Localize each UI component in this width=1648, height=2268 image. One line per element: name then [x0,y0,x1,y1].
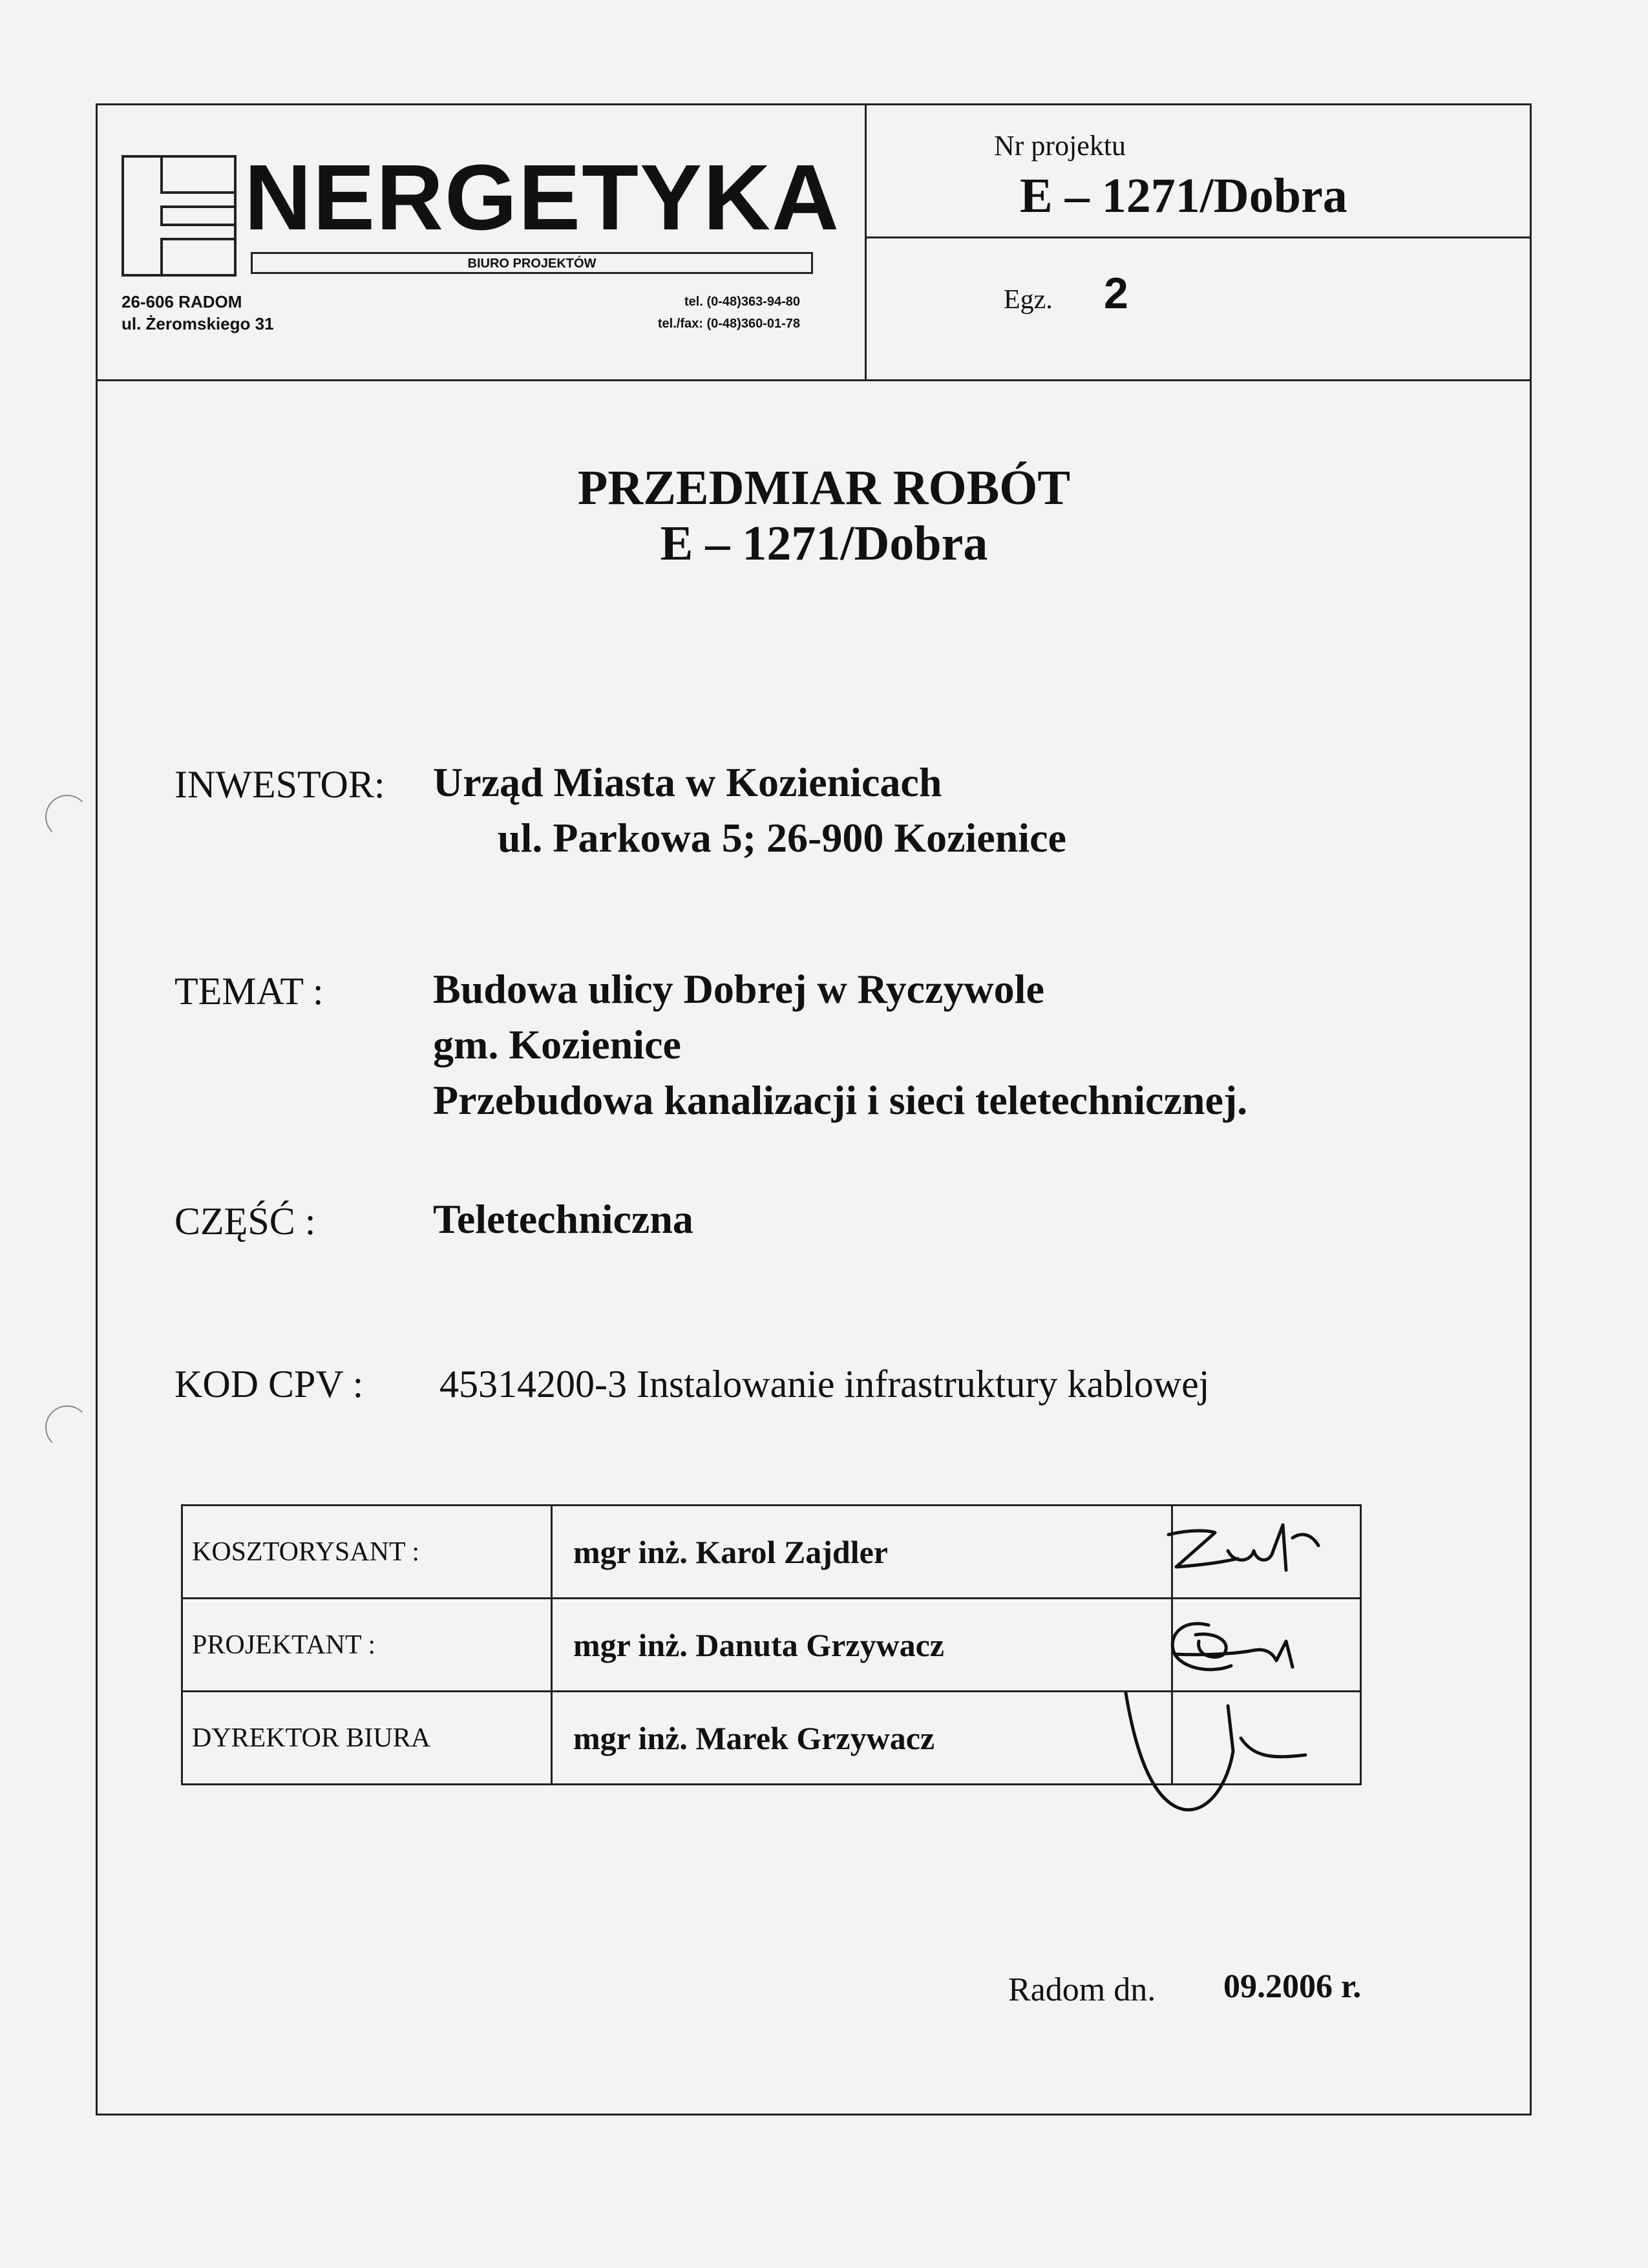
handwritten-signatures [1099,1506,1383,1842]
copy-label: Egz. [1004,285,1053,315]
role-cell: PROJEKTANT : [182,1599,552,1692]
header-divider [865,103,867,381]
document-date: 09.2006 r. [1223,1968,1362,2005]
title-block-header [96,103,1532,381]
punch-hole-top [45,795,89,839]
header-right-divider [865,236,1532,238]
project-number: E – 1271/Dobra [1020,169,1347,223]
logo-subtitle: BIURO PROJEKTÓW [251,252,813,274]
company-phones [587,291,800,335]
role-cell: DYREKTOR BIURA [182,1692,552,1785]
fax-number: tel./fax: (0-48)360-01-78 [657,317,800,331]
name-cell: mgr inż. Marek Grzywacz [552,1692,1172,1785]
cpv-value: 45314200-3 Instalowanie infrastruktury kablowej [439,1363,1210,1405]
punch-hole-bottom [45,1405,89,1449]
temat-label: TEMAT : [174,970,324,1013]
address-city: 26-606 RADOM [121,292,242,311]
name-cell: mgr inż. Danuta Grzywacz [552,1599,1172,1692]
address-street: ul. Żeromskiego 31 [121,314,274,333]
document-subtitle: E – 1271/Dobra [660,516,988,571]
inwestor-name: Urząd Miasta w Kozienicach [433,759,942,805]
project-number-label: Nr projektu [994,130,1126,162]
company-logo [121,145,845,333]
role-cell: KOSZTORYSANT : [182,1506,552,1599]
place-label: Radom dn. [1008,1971,1156,2008]
inwestor-address: ul. Parkowa 5; 26-900 Kozienice [498,815,1066,861]
temat-line1: Budowa ulicy Dobrej w Ryczywole [433,966,1044,1012]
company-address [121,291,274,335]
document-title: PRZEDMIAR ROBÓT [577,461,1071,515]
logo-e-icon [121,155,237,277]
name-cell: mgr inż. Karol Zajdler [552,1506,1172,1599]
czesc-label: CZĘŚĆ : [174,1200,316,1243]
copy-number: 2 [1104,269,1128,318]
temat-line2: gm. Kozienice [433,1022,681,1067]
phone-number: tel. (0-48)363-94-80 [684,295,800,309]
inwestor-label: INWESTOR: [174,763,385,806]
logo-wordmark: NERGETYKA [244,145,841,249]
temat-line3: Przebudowa kanalizacji i sieci teletechnicznej. [433,1077,1248,1123]
cpv-label: KOD CPV : [174,1363,364,1405]
czesc-value: Teletechniczna [433,1196,693,1242]
